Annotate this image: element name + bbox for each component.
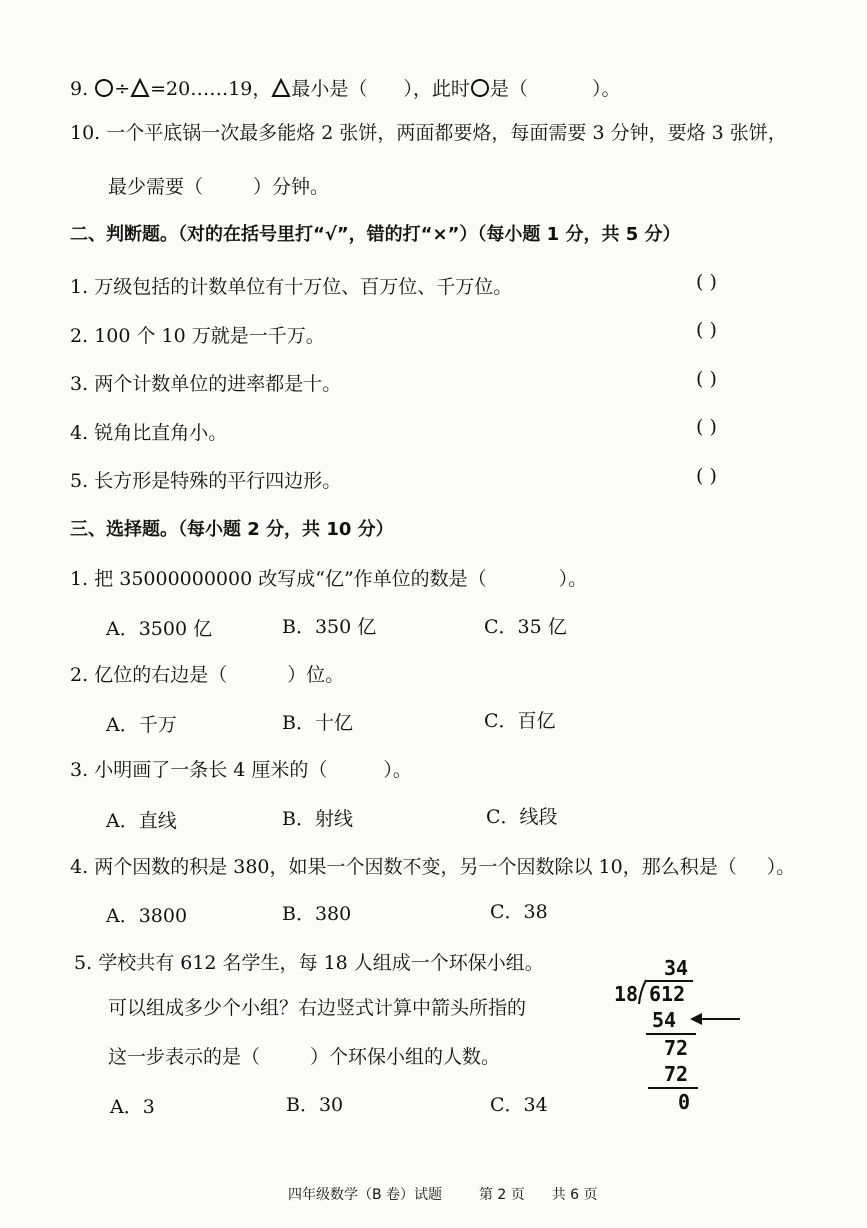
item-number: 4. xyxy=(70,422,89,444)
choice-section-title: 三、选择题。（每小题 2 分，共 10 分） xyxy=(70,519,394,540)
question-text: 小明画了一条长 4 厘米的（ xyxy=(94,759,328,781)
division-bracket xyxy=(637,978,649,1006)
item-number: 3. xyxy=(70,759,89,781)
fill-q10-line1 xyxy=(70,120,787,146)
choice-q5-line2: 可以组成多少个小组？右边竖式计算中箭头所指的 xyxy=(108,997,527,1019)
question-text-end: ）位。 xyxy=(287,664,345,686)
question-text: 亿位的右边是（ xyxy=(94,664,228,686)
q9-equation: =20……19， xyxy=(150,78,272,100)
option-a[interactable]: A．3800 xyxy=(106,905,188,927)
question-text: 这一步表示的是（ xyxy=(108,1046,261,1068)
choice-q1 xyxy=(70,566,587,592)
item-number: 2. xyxy=(70,664,89,686)
dividend: 612 xyxy=(649,982,686,1006)
choice-q5-line3 xyxy=(108,1044,500,1070)
answer-paren[interactable]: ( ) xyxy=(696,368,717,390)
judge-item-1 xyxy=(70,274,512,300)
q9-text3: 是（ xyxy=(489,78,528,100)
arrow-left-icon xyxy=(688,1010,742,1028)
option-b[interactable]: B．十亿 xyxy=(282,712,353,734)
q9-number: 9. xyxy=(70,78,89,100)
q10-text2a: 最少需要（ xyxy=(108,176,204,198)
quotient: 34 xyxy=(664,956,689,980)
triangle-icon xyxy=(271,78,291,105)
item-text: 长方形是特殊的平行四边形。 xyxy=(94,470,342,492)
final-remainder: 0 xyxy=(678,1090,691,1114)
choice-q4 xyxy=(70,854,795,880)
option-b[interactable]: B．380 xyxy=(282,903,352,925)
question-text-end: ）。 xyxy=(766,856,796,878)
option-a[interactable]: A．直线 xyxy=(106,810,177,832)
circle-icon xyxy=(470,78,490,105)
choice-q5-line1 xyxy=(74,950,544,976)
fill-q10-line2 xyxy=(108,174,329,200)
item-text: 两个计数单位的进率都是十。 xyxy=(94,373,342,395)
option-c[interactable]: C．线段 xyxy=(486,806,558,828)
item-number: 5. xyxy=(74,952,93,974)
step-product-2: 72 xyxy=(664,1062,689,1086)
q9-text2: ），此时 xyxy=(403,78,470,100)
question-text-end: ）。 xyxy=(558,568,588,590)
step-rule-1 xyxy=(646,1033,696,1035)
item-number: 1. xyxy=(70,568,89,590)
q10-text2b: ）分钟。 xyxy=(253,176,330,198)
choice-q3 xyxy=(70,757,412,783)
item-text: 锐角比直角小。 xyxy=(94,422,228,444)
item-number: 1. xyxy=(70,276,89,298)
footer xyxy=(288,1186,598,1204)
item-number: 2. xyxy=(70,325,89,347)
answer-paren[interactable]: ( ) xyxy=(696,319,717,341)
option-a[interactable]: A．千万 xyxy=(106,714,177,736)
q9-text4: ）。 xyxy=(591,78,621,100)
q9-text1: 最小是（ xyxy=(291,78,368,100)
step-rule-2 xyxy=(648,1087,698,1089)
question-text-end: ）。 xyxy=(383,759,412,781)
option-b[interactable]: B．30 xyxy=(286,1094,344,1116)
item-text: 100 个 10 万就是一千万。 xyxy=(94,325,325,347)
judge-item-2 xyxy=(70,323,325,349)
answer-paren[interactable]: ( ) xyxy=(696,271,717,293)
item-text: 万级包括的计数单位有十万位、百万位、千万位。 xyxy=(94,276,513,298)
step-product-1: 54 xyxy=(652,1008,677,1032)
option-c[interactable]: C．百亿 xyxy=(484,710,556,732)
footer-page: 第 2 页 xyxy=(478,1187,525,1203)
item-number: 3. xyxy=(70,373,89,395)
option-c[interactable]: C．34 xyxy=(490,1094,548,1116)
divisor: 18 xyxy=(614,982,639,1006)
option-a[interactable]: A．3 xyxy=(110,1096,155,1118)
footer-title: 四年级数学（B 卷）试题 xyxy=(288,1187,443,1203)
option-c[interactable]: C．35 亿 xyxy=(484,616,567,638)
judge-section-title: 二、判断题。（对的在括号里打“√”，错的打“×”）（每小题 1 分，共 5 分） xyxy=(70,224,681,245)
answer-paren[interactable]: ( ) xyxy=(696,465,717,487)
option-b[interactable]: B．350 亿 xyxy=(282,616,377,638)
step-remainder-1: 72 xyxy=(664,1036,689,1060)
fill-q9 xyxy=(70,76,620,105)
q10-number: 10. xyxy=(70,122,101,144)
footer-total: 共 6 页 xyxy=(551,1187,598,1203)
q10-text: 一个平底锅一次最多能烙 2 张饼，两面都要烙，每面需要 3 分钟，要烙 3 张饼， xyxy=(106,122,787,144)
option-a[interactable]: A．3500 亿 xyxy=(106,618,213,640)
question-text-end: ）个环保小组的人数。 xyxy=(310,1046,501,1068)
item-number: 4. xyxy=(70,856,89,878)
question-text: 两个因数的积是 380，如果一个因数不变，另一个因数除以 10，那么积是（ xyxy=(94,856,737,878)
circle-icon xyxy=(94,78,114,105)
judge-item-4 xyxy=(70,420,227,446)
question-text: 把 35000000000 改写成“亿”作单位的数是（ xyxy=(94,568,487,590)
answer-paren[interactable]: ( ) xyxy=(696,416,717,438)
judge-item-3 xyxy=(70,371,341,397)
option-b[interactable]: B．射线 xyxy=(282,808,353,830)
item-number: 5. xyxy=(70,470,89,492)
option-c[interactable]: C．38 xyxy=(490,901,548,923)
divide-sign: ÷ xyxy=(114,78,131,100)
choice-q2 xyxy=(70,662,344,688)
triangle-icon xyxy=(130,78,150,105)
judge-item-5 xyxy=(70,468,341,494)
question-text: 学校共有 612 名学生，每 18 人组成一个环保小组。 xyxy=(98,952,544,974)
